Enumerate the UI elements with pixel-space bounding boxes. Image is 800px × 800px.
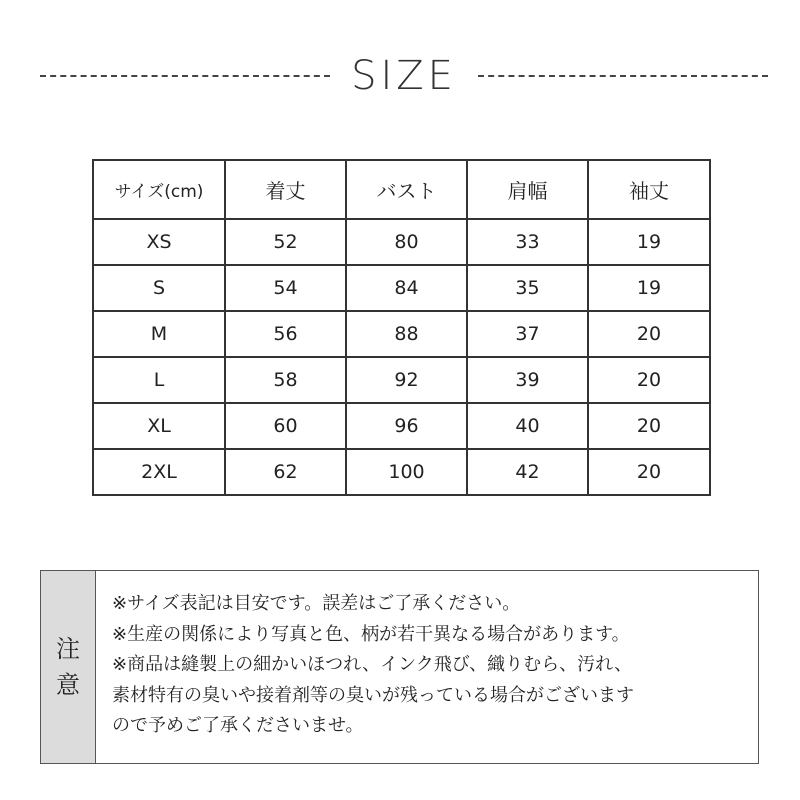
cell-sleeve: 20 [588, 311, 710, 357]
cell-bust: 92 [346, 357, 467, 403]
header-size: サイズ(cm) [93, 160, 225, 219]
cell-sleeve: 19 [588, 219, 710, 265]
header-sleeve: 袖丈 [588, 160, 710, 219]
cell-sleeve: 20 [588, 403, 710, 449]
cell-bust: 80 [346, 219, 467, 265]
notice-label-char-2: 意 [56, 671, 80, 699]
notice-line: ので予めご了承くださいませ。 [112, 715, 364, 736]
notice-line: ※商品は縫製上の細かいほつれ、インク飛び、織りむら、汚れ、 [112, 654, 633, 675]
table-row [93, 311, 710, 357]
cell-size: M [93, 311, 225, 357]
title-dash-right [478, 75, 768, 77]
table-row [93, 219, 710, 265]
cell-size: XL [93, 403, 225, 449]
notice-text [96, 571, 758, 763]
cell-size: L [93, 357, 225, 403]
notice-line: ※生産の関係により写真と色、柄が若干異なる場合があります。 [112, 623, 630, 645]
notice-line: 素材特有の臭いや接着剤等の臭いが残っている場合がございます [112, 684, 634, 706]
cell-shoulder: 35 [467, 265, 588, 311]
header-length: 着丈 [225, 160, 346, 219]
notice-label-char-1: 注 [56, 635, 80, 663]
cell-bust: 88 [346, 311, 467, 357]
cell-length: 52 [225, 219, 346, 265]
table-header-row [93, 160, 710, 219]
header-bust: バスト [346, 160, 467, 219]
header-shoulder: 肩幅 [467, 160, 588, 219]
notice-line: ※サイズ表記は目安です。誤差はご了承ください。 [112, 593, 521, 614]
cell-length: 60 [225, 403, 346, 449]
cell-sleeve: 20 [588, 449, 710, 495]
notice-label [41, 571, 96, 763]
cell-size: 2XL [93, 449, 225, 495]
table-row [93, 357, 710, 403]
cell-shoulder: 39 [467, 357, 588, 403]
page-title: SIZE [351, 53, 457, 99]
cell-sleeve: 19 [588, 265, 710, 311]
cell-size: XS [93, 219, 225, 265]
table-row [93, 449, 710, 495]
size-table [92, 159, 711, 496]
title-dash-left [40, 75, 330, 77]
cell-length: 54 [225, 265, 346, 311]
title-row [40, 48, 768, 104]
table-row [93, 265, 710, 311]
cell-shoulder: 42 [467, 449, 588, 495]
cell-shoulder: 33 [467, 219, 588, 265]
cell-length: 58 [225, 357, 346, 403]
notice-box [40, 570, 759, 764]
cell-length: 62 [225, 449, 346, 495]
cell-length: 56 [225, 311, 346, 357]
cell-bust: 84 [346, 265, 467, 311]
cell-bust: 96 [346, 403, 467, 449]
cell-shoulder: 40 [467, 403, 588, 449]
cell-sleeve: 20 [588, 357, 710, 403]
cell-size: S [93, 265, 225, 311]
cell-shoulder: 37 [467, 311, 588, 357]
table-row [93, 403, 710, 449]
cell-bust: 100 [346, 449, 467, 495]
